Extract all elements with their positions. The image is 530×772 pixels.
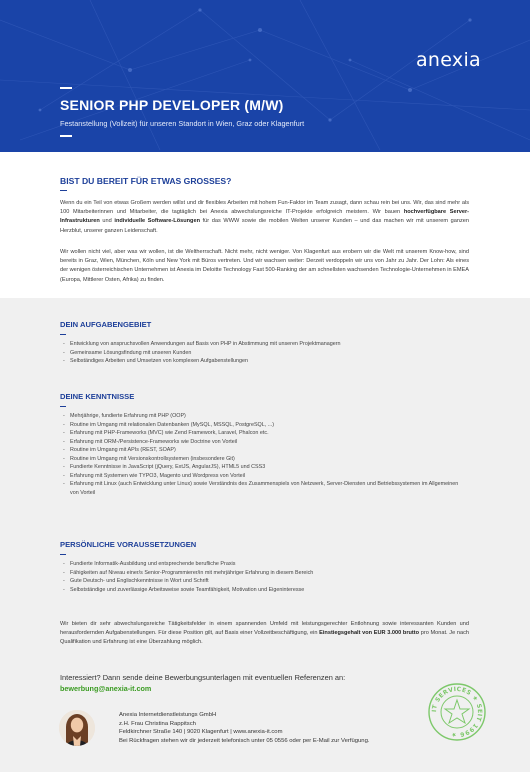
offer-paragraph: Wir bieten dir sehr abwechslungsreiche Tätigkeitsfelder in einem spannenden Umfeld mit leistungsgerechter Entlohnung sowie interessanten Kunden und herausfordernden Aufgabenstellungen. Für diese Position gilt, auf Basis einer Vollzeitbeschäftigung, ein Einstiegsgehalt von EUR 3.000 brutto pro Monat. Je nach Qualifikation und Erfahrung ist eine Überzahlung möglich. xyxy=(60,621,469,646)
contact-phone-note: Bei Rückfragen stehen wir dir jederzeit telefonisch unter 05 0556 oder per E-Mail zur Verfügung. xyxy=(119,737,370,744)
contact-block xyxy=(119,711,370,745)
list-item: - Fundierte Kenntnisse in JavaScript (jQuery, ExtJS, AngularJS), HTML5 und CSS3 xyxy=(63,463,463,472)
list-item: - Gemeinsame Lösungsfindung mit unseren Kunden xyxy=(63,349,463,358)
it-services-stamp xyxy=(427,682,487,742)
list-item: - Entwicklung von anspruchsvollen Anwendungen auf Basis von PHP in Abstimmung mit unseren Projektmanagern xyxy=(63,340,463,349)
personal-dash xyxy=(60,554,66,555)
personal-heading: PERSÖNLICHE VORAUSSETZUNGEN xyxy=(60,540,197,549)
apply-email-link[interactable]: bewerbung@anexia-it.com xyxy=(60,684,152,693)
list-item: - Selbständiges Arbeiten und Umsetzen von komplexen Aufgabenstellungen xyxy=(63,357,463,366)
anexia-logo: anexia xyxy=(415,49,481,71)
list-item: - Fähigkeiten auf Niveau einer/s Senior-Programmierer/in mit mehrjähriger Erfahrung in diesem Bereich xyxy=(63,569,463,578)
svg-text:IT SERVICES ★ SEIT 1996 ★: IT SERVICES ★ SEIT 1996 ★ xyxy=(430,685,484,739)
list-item: - Gute Deutsch- und Englischkenntnisse in Wort und Schrift xyxy=(63,577,463,586)
header-banner xyxy=(0,0,530,152)
contact-person: z.H. Frau Christina Rappitsch xyxy=(119,720,196,727)
list-item: - Routine im Umgang mit APIs (REST, SOAP) xyxy=(63,446,463,455)
intro-heading: BIST DU BEREIT FÜR ETWAS GROSSES? xyxy=(60,176,232,186)
skills-dash xyxy=(60,406,66,407)
list-item: - Mehrjährige, fundierte Erfahrung mit PHP (OOP) xyxy=(63,412,463,421)
list-item: - Routine im Umgang mit Versionskontrollsystemen (insbesondere Git) xyxy=(63,455,463,464)
skills-list xyxy=(63,412,463,497)
intro-section xyxy=(0,152,530,298)
contact-company: Anexia Internetdienstleistungs GmbH xyxy=(119,712,217,718)
list-item: - Routine im Umgang mit relationalen Datenbanken (MySQL, MSSQL, PostgreSQL, ...) xyxy=(63,421,463,430)
list-item: - Erfahrung mit PHP-Frameworks (MVC) wie Zend Framework, Laravel, Phalcon etc. xyxy=(63,429,463,438)
page-title: SENIOR PHP DEVELOPER (M/W) xyxy=(60,97,284,113)
skills-heading: DEINE KENNTNISSE xyxy=(60,392,135,401)
intro-paragraph-1: Wenn du ein Teil von etwas Großem werden willst und dir flexibles Arbeiten mit hohem Fun-Faktor im Team zusagt, dann schau rein bei uns. Wir, das sind mehr als 100 Mitarbeiterinnen und Mitarbeiter, die tagtäglich bei Anexia abwechslungsreiche IT-Projekte erfolgreich meistern. Wir bauen hochverfügbare Server-Infrastrukturen und individuelle Software-Lösungen für das WWW sowie die mobilen Welten unserer Kunden – und das machen wir mit unserem ganzen Herzblut, unserer ganzen Leidenschaft. xyxy=(60,200,470,234)
title-dash-top xyxy=(60,87,72,89)
list-item: - Erfahrung mit Systemen wie TYPO3, Magento und Wordpress von Vorteil xyxy=(63,472,463,481)
network-pattern-decoration xyxy=(0,0,530,152)
personal-list xyxy=(63,560,463,594)
avatar xyxy=(59,710,95,746)
intro-paragraph-2: Wir wollen nicht viel, aber was wir wollen, ist die Weltherrschaft. Nicht mehr, nicht weniger. Von Klagenfurt aus erobern wir die Welt mit unserem Know-how, sind bereits in Graz, Wien, München, Köln und New York mit Büros vertreten. Und wir wachsen weiter: Derzeit verdoppeln wir uns von Jahr zu Jahr. Der Lohn: Als eines der wenigen österreichischen Unternehmen ist Anexia im Deloitte Technology Fast 500-Ranking der am schnellsten wachsenden Technologie-Unternehmen in EMEA (Europa, Mittlerer Osten, Afrika) zu finden. xyxy=(60,249,469,283)
list-item: - Selbstständige und zuverlässige Arbeitsweise sowie Teamfähigkeit, Motivation und Eigeninteresse xyxy=(63,586,463,595)
intro-dash xyxy=(60,190,67,191)
list-item: - Fundierte Informatik-Ausbildung und entsprechende berufliche Praxis xyxy=(63,560,463,569)
apply-text: Interessiert? Dann sende deine Bewerbungsunterlagen mit eventuellen Referenzen an: xyxy=(60,673,346,682)
contact-address: Feldkirchner Straße 140 | 9020 Klagenfurt | www.anexia-it.com xyxy=(119,729,283,736)
page-subtitle: Festanstellung (Vollzeit) für unseren Standort in Wien, Graz oder Klagenfurt xyxy=(60,119,305,128)
list-item: - Erfahrung mit ORM-/Persistence-Frameworks wie Doctrine von Vorteil xyxy=(63,438,463,447)
tasks-list xyxy=(63,340,463,366)
title-dash-bottom xyxy=(60,135,72,137)
tasks-dash xyxy=(60,334,66,335)
tasks-heading: DEIN AUFGABENGEBIET xyxy=(60,320,152,329)
list-item: - Erfahrung mit Linux (auch Entwicklung unter Linux) sowie Verständnis des Zusammenspiels von Netzwerk, Server-Diensten und Betriebssystemen im Allgemeinen von Vorteil xyxy=(63,480,463,497)
